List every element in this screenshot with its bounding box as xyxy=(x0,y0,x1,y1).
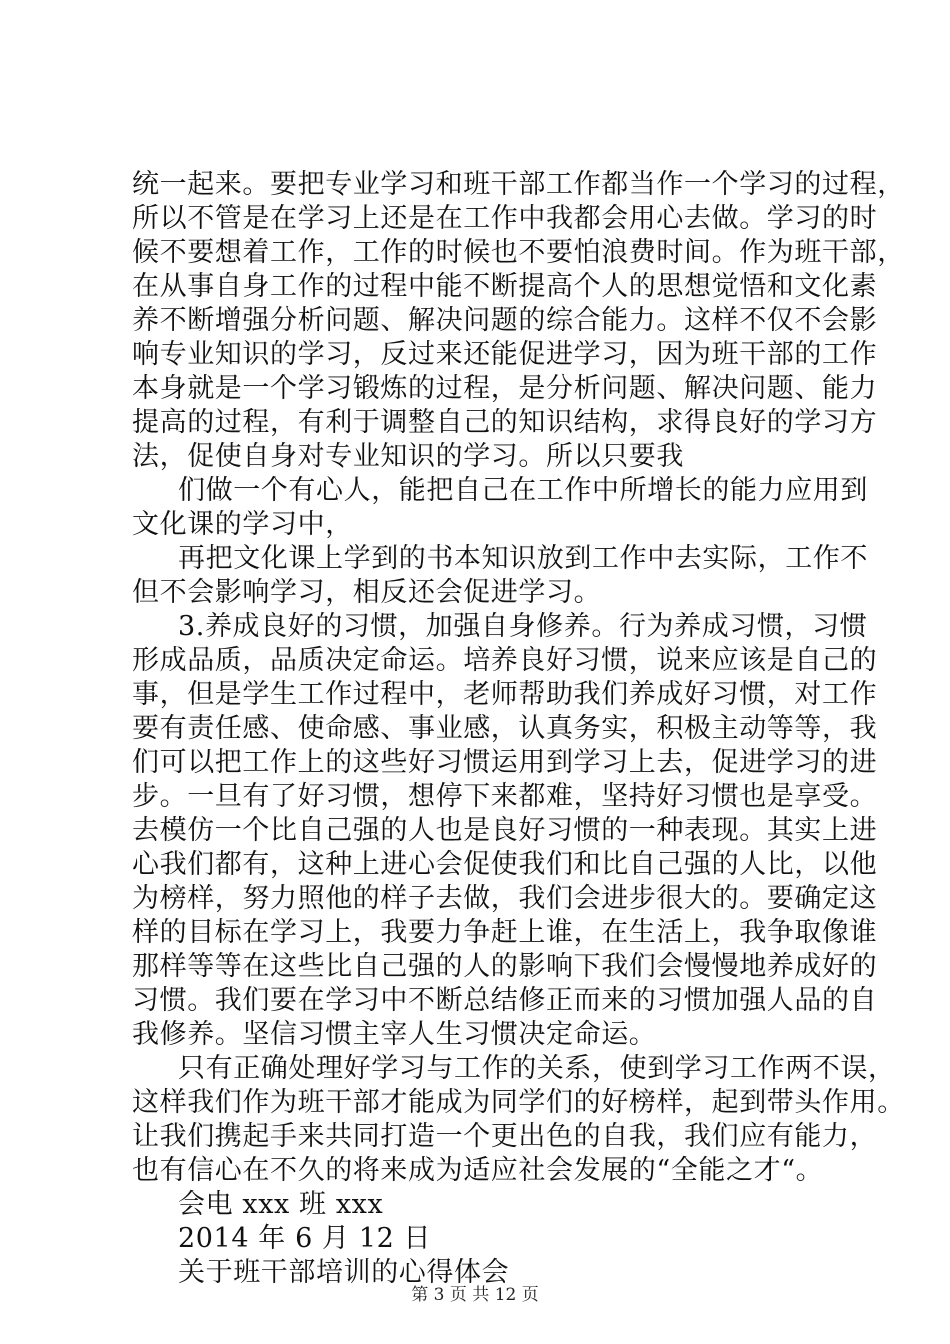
body-text-line: 所以不管是在学习上还是在工作中我都会用心去做。学习的时 xyxy=(132,203,878,234)
body-text-line: 为榜样，努力照他的样子去做，我们会进步很大的。要确定这 xyxy=(132,883,878,914)
body-text-line: 样的目标在学习上，我要力争赶上谁，在生活上，我争取像谁 xyxy=(132,917,878,948)
signature-date: 2014 年 6 月 12 日 xyxy=(178,1223,432,1254)
body-text-line: 习惯。我们要在学习中不断总结修正而来的习惯加强人品的自 xyxy=(132,985,878,1016)
body-text-line: 候不要想着工作，工作的时候也不要怕浪费时间。作为班干部， xyxy=(132,237,905,268)
body-text-line: 也有信心在不久的将来成为适应社会发展的“全能之才“。 xyxy=(132,1155,824,1186)
body-text-line: 统一起来。要把专业学习和班干部工作都当作一个学习的过程， xyxy=(132,169,905,200)
body-text-line: 只有正确处理好学习与工作的关系，使到学习工作两不误， xyxy=(178,1053,896,1084)
body-text-line: 那样等等在这些比自己强的人的影响下我们会慢慢地养成好的 xyxy=(132,951,878,982)
section-3-heading-line: 3.养成良好的习惯，加强自身修养。行为养成习惯，习惯 xyxy=(178,611,868,642)
body-text-line: 提高的过程，有利于调整自己的知识结构，求得良好的学习方 xyxy=(132,407,878,438)
body-text-line: 在从事自身工作的过程中能不断提高个人的思想觉悟和文化素 xyxy=(132,271,878,302)
body-text-line: 养不断增强分析问题、解决问题的综合能力。这样不仅不会影 xyxy=(132,305,878,336)
body-text-line: 形成品质，品质决定命运。培养良好习惯，说来应该是自己的 xyxy=(132,645,878,676)
signature-class: 会电 xxx 班 xxx xyxy=(178,1189,384,1220)
body-text-line: 们可以把工作上的这些好习惯运用到学习上去，促进学习的进 xyxy=(132,747,878,778)
body-text-line: 步。一旦有了好习惯，想停下来都难，坚持好习惯也是享受。 xyxy=(132,781,878,812)
body-text-line: 事，但是学生工作过程中，老师帮助我们养成好习惯，对工作 xyxy=(132,679,878,710)
body-text-line: 再把文化课上学到的书本知识放到工作中去实际，工作不 xyxy=(178,543,868,574)
page-number-footer: 第 3 页 共 12 页 xyxy=(411,1285,539,1305)
body-text-line: 这样我们作为班干部才能成为同学们的好榜样，起到带头作用。 xyxy=(132,1087,905,1118)
body-text-line: 但不会影响学习，相反还会促进学习。 xyxy=(132,577,602,608)
body-text-line: 去模仿一个比自己强的人也是良好习惯的一种表现。其实上进 xyxy=(132,815,878,846)
next-title: 关于班干部培训的心得体会 xyxy=(178,1257,510,1288)
body-text-line: 响专业知识的学习，反过来还能促进学习，因为班干部的工作 xyxy=(132,339,878,370)
body-text-line: 让我们携起手来共同打造一个更出色的自我，我们应有能力， xyxy=(132,1121,878,1152)
body-text-line: 们做一个有心人，能把自己在工作中所增长的能力应用到 xyxy=(178,475,868,506)
body-text-line: 我修养。坚信习惯主宰人生习惯决定命运。 xyxy=(132,1019,657,1050)
body-text-line: 本身就是一个学习锻炼的过程，是分析问题、解决问题、能力 xyxy=(132,373,878,404)
body-text-line: 文化课的学习中， xyxy=(132,509,353,540)
body-text-line: 心我们都有，这种上进心会促使我们和比自己强的人比，以他 xyxy=(132,849,878,880)
body-text-line: 要有责任感、使命感、事业感，认真务实，积极主动等等，我 xyxy=(132,713,878,744)
body-text-line: 法，促使自身对专业知识的学习。所以只要我 xyxy=(132,441,684,472)
